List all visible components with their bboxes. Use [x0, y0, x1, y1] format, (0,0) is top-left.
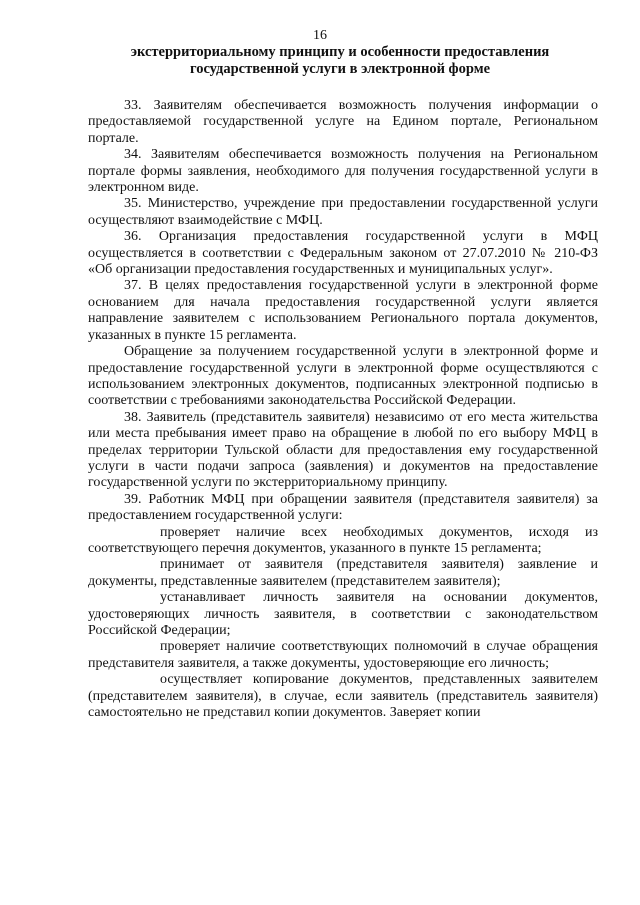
list-item-copy-documents: осуществляет копирование документов, представленных заявителем (представителем заявителя), в случае, если заявитель (представитель заявителя) самостоятельно не представил копии документов. Заверяет копии: [88, 672, 598, 721]
paragraph-34: 34. Заявителям обеспечивается возможность получения на Региональном портале формы заявления, необходимого для получения государственной услуги в электронном виде.: [88, 147, 598, 196]
paragraph-33: 33. Заявителям обеспечивается возможность получения информации о предоставляемой государственной услуге на Едином портале, Региональном портале.: [88, 98, 598, 146]
paragraph-37-cont: Обращение за получением государственной услуги в электронной форме и предоставление государственной услуги в электронной форме осуществляются с использованием электронных документов, подписанных электронной подписью в соответствии с требованиями законодательства Российской Федерации.: [88, 344, 598, 409]
list-item-check-authority: проверяет наличие соответствующих полномочий в случае обращения представителя заявителя, а также документы, удостоверяющие его личность;: [88, 639, 598, 671]
paragraph-37: 37. В целях предоставления государственной услуги в электронной форме основанием для начала предоставления государственной услуги является направление заявителем с использованием Регионального портала документов, указанных в пункте 15 регламента.: [88, 278, 598, 343]
paragraph-39: 39. Работник МФЦ при обращении заявителя (представителя заявителя) за предоставлением государственной услуги:: [88, 491, 598, 524]
paragraph-35: 35. Министерство, учреждение при предоставлении государственной услуги осуществляют взаимодействие с МФЦ.: [88, 196, 598, 228]
paragraph-36: 36. Организация предоставления государственной услуги в МФЦ осуществляется в соответствии с Федеральным законом от 27.07.2010 № 210-ФЗ «Об организации предоставления государственных и муниципальных услуг».: [88, 229, 598, 278]
list-item-verify-identity: устанавливает личность заявителя на основании документов, удостоверяющих личность заявителя, в соответствии с законодательством Российской Федерации;: [88, 590, 598, 638]
document-body: [88, 98, 598, 721]
section-heading-line-2: государственной услуги в электронной форме: [189, 61, 491, 77]
list-item-accept-application: принимает от заявителя (представителя заявителя) заявление и документы, представленные заявителем (представителем заявителя);: [88, 557, 598, 589]
paragraph-38: 38. Заявитель (представитель заявителя) независимо от его места жительства или места пребывания имеет право на обращение в любой по его выбору МФЦ в пределах территории Тульской области для предоставления ему государственной услуги в части подачи запроса (заявления) и документов на предоставление государственной услуги по экстерриториальному принципу.: [88, 409, 598, 491]
list-item-check-documents: проверяет наличие всех необходимых документов, исходя из соответствующего перечня документов, указанного в пункте 15 регламента;: [88, 524, 598, 556]
page-number: 16: [313, 28, 327, 43]
section-heading-line-1: экстерриториальному принципу и особенности предоставления: [130, 44, 550, 60]
section-heading: [80, 44, 600, 78]
